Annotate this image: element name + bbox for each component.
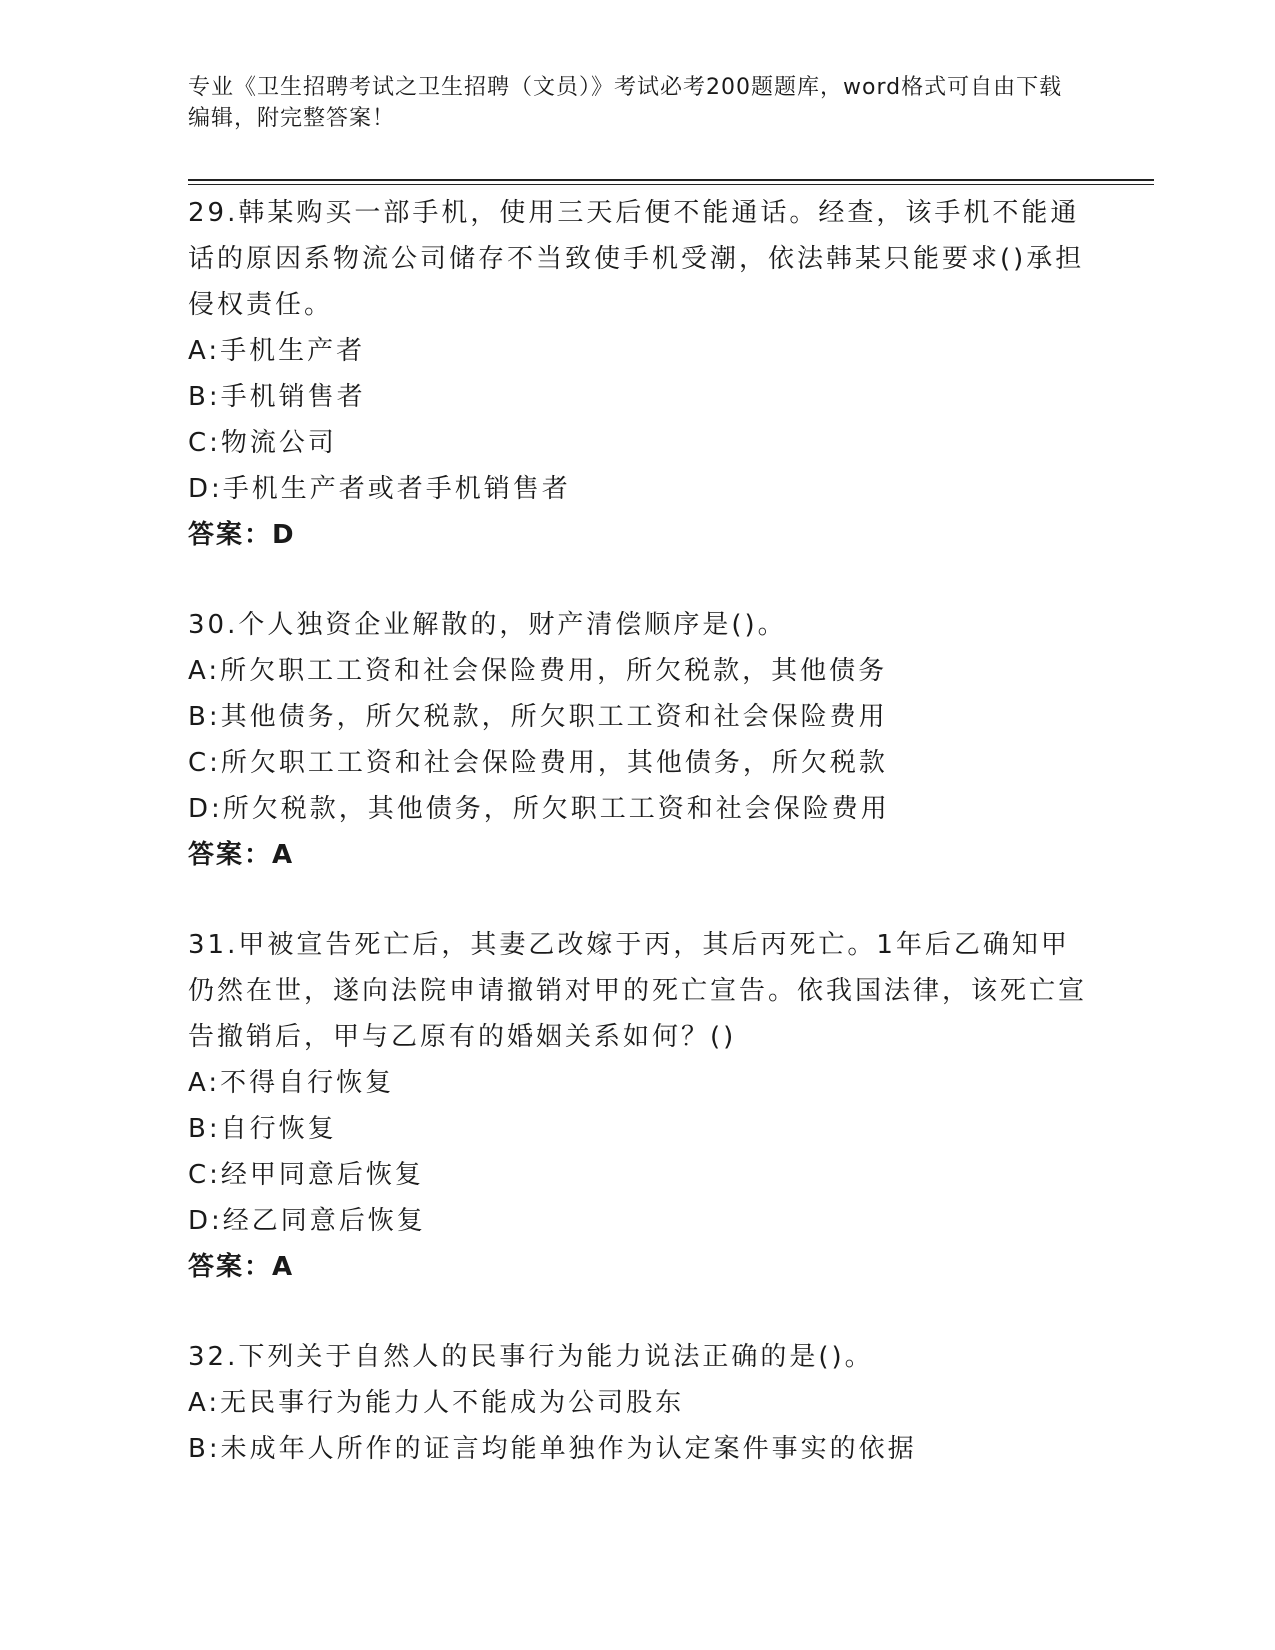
- question-32: [188, 1334, 1088, 1472]
- question-gap: [188, 878, 1088, 922]
- option-c: C:经甲同意后恢复: [188, 1160, 424, 1190]
- option-c: C:物流公司: [188, 428, 337, 458]
- question-gap: [188, 558, 1088, 602]
- option-a: A:不得自行恢复: [188, 1068, 395, 1098]
- question-stem: 29.韩某购买一部手机，使用三天后便不能通话。经查，该手机不能通话的原因系物流公司储存不当致使手机受潮，依法韩某只能要求()承担侵权责任。: [188, 198, 1085, 320]
- question-stem: 30.个人独资企业解散的，财产清偿顺序是()。: [188, 610, 787, 640]
- answer-text: 答案：D: [188, 520, 296, 550]
- option-a: A:无民事行为能力人不能成为公司股东: [188, 1388, 685, 1418]
- option-a: A:手机生产者: [188, 336, 366, 366]
- option-d: D:所欠税款，其他债务，所欠职工工资和社会保险费用: [188, 794, 890, 824]
- question-31: [188, 922, 1088, 1290]
- option-b: B:自行恢复: [188, 1114, 337, 1144]
- option-a: A:所欠职工工资和社会保险费用，所欠税款，其他债务: [188, 656, 888, 686]
- question-stem: 32.下列关于自然人的民事行为能力说法正确的是()。: [188, 1342, 874, 1372]
- document-header: 专业《卫生招聘考试之卫生招聘（文员）》考试必考200题题库，word格式可自由下载编辑，附完整答案！: [188, 75, 1063, 131]
- question-30: [188, 602, 1088, 878]
- question-gap: [188, 1290, 1088, 1334]
- option-d: D:手机生产者或者手机销售者: [188, 474, 571, 504]
- option-b: B:未成年人所作的证言均能单独作为认定案件事实的依据: [188, 1434, 917, 1464]
- option-b: B:其他债务，所欠税款，所欠职工工资和社会保险费用: [188, 702, 888, 732]
- question-stem: 31.甲被宣告死亡后，其妻乙改嫁于丙，其后丙死亡。1年后乙确知甲仍然在世，遂向法院申请撤销对甲的死亡宣告。依我国法律，该死亡宣告撤销后，甲与乙原有的婚姻关系如何？(): [188, 930, 1088, 1052]
- answer-text: 答案：A: [188, 840, 295, 870]
- question-29: [188, 190, 1088, 558]
- option-c: C:所欠职工工资和社会保险费用，其他债务，所欠税款: [188, 748, 888, 778]
- option-d: D:经乙同意后恢复: [188, 1206, 426, 1236]
- option-b: B:手机销售者: [188, 382, 366, 412]
- questions-list: [188, 190, 1088, 1472]
- answer-text: 答案：A: [188, 1252, 295, 1282]
- header-divider-thin: [188, 184, 1154, 185]
- header-divider-thick: [188, 179, 1154, 181]
